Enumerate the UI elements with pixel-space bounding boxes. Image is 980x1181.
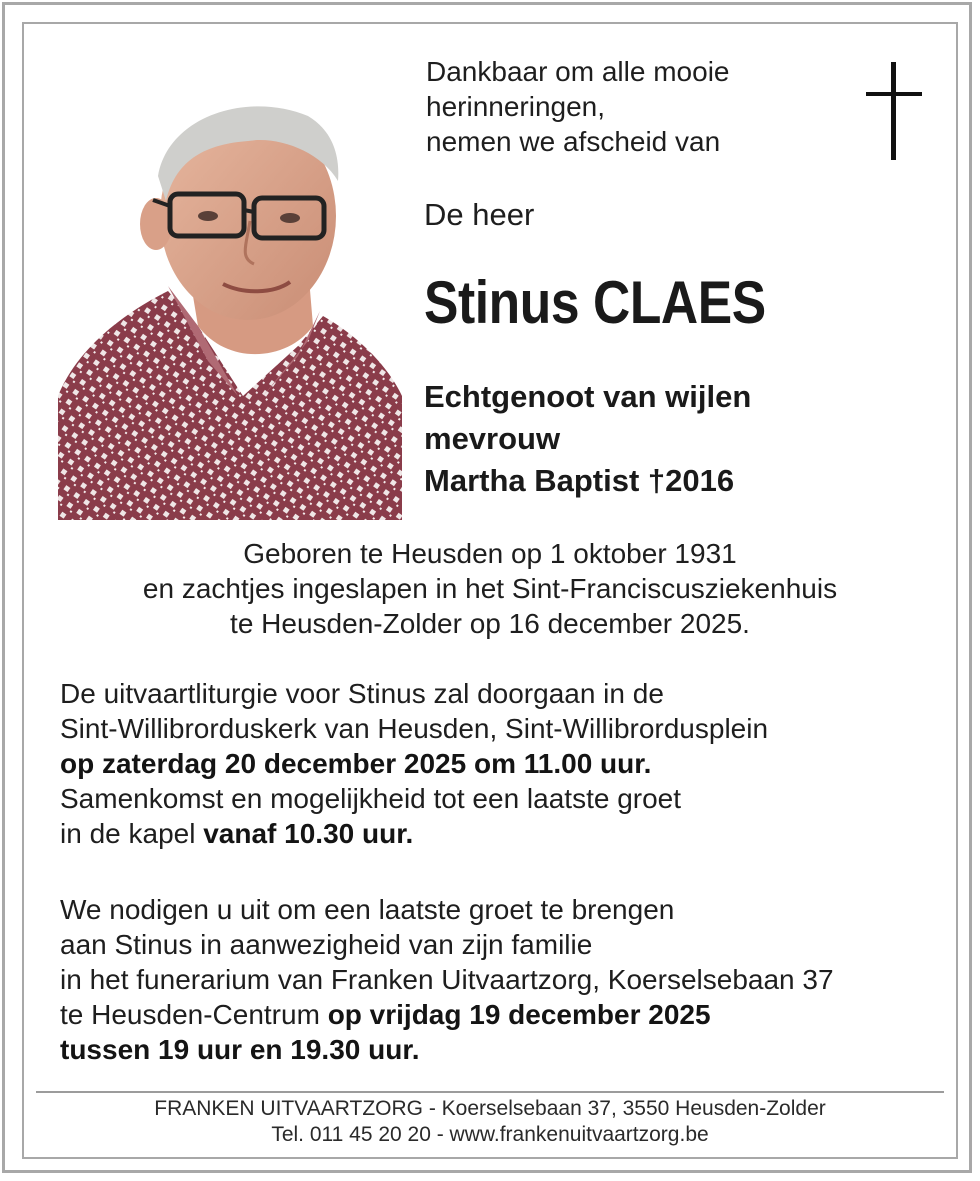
liturgy-time: vanaf 10.30 uur.: [203, 818, 414, 849]
portrait-photo: [58, 96, 402, 520]
deceased-name: Stinus CLAES: [424, 269, 766, 336]
birth-line: te Heusden-Zolder op 16 december 2025.: [230, 608, 750, 639]
footer: [36, 1096, 944, 1148]
visitation-info: [60, 892, 940, 1067]
birth-line: en zachtjes ingeslapen in het Sint-Franciscusziekenhuis: [142, 573, 838, 604]
spouse-info: [424, 376, 751, 502]
liturgy-line: De uitvaartliturgie voor Stinus zal doorgaan in de: [60, 678, 664, 709]
intro-line: Dankbaar om alle mooie: [426, 56, 730, 87]
intro-line: herinneringen,: [426, 91, 606, 122]
liturgy-line: Sint-Willibrorduskerk van Heusden, Sint-Willibrordusplein: [60, 713, 769, 744]
cross-icon: [866, 62, 924, 160]
birth-line: Geboren te Heusden op 1 oktober 1931: [243, 538, 737, 569]
visit-date: op vrijdag 19 december 2025: [327, 999, 711, 1030]
liturgy-line: Samenkomst en mogelijkheid tot een laatste groet: [60, 783, 682, 814]
footer-address: FRANKEN UITVAARTZORG - Koerselsebaan 37, 3550 Heusden-Zolder: [154, 1097, 826, 1120]
liturgy-date: op zaterdag 20 december 2025 om 11.00 uur.: [60, 748, 652, 779]
footer-divider: [36, 1091, 944, 1093]
visit-line: [60, 997, 940, 1032]
visit-line: aan Stinus in aanwezigheid van zijn familie: [60, 929, 593, 960]
birth-death-info: [40, 536, 940, 641]
liturgy-prefix: in de kapel: [60, 818, 204, 849]
visit-time: tussen 19 uur en 19.30 uur.: [60, 1034, 420, 1065]
footer-contact: Tel. 011 45 20 20 - www.frankenuitvaartzorg.be: [271, 1123, 709, 1146]
salutation: De heer: [424, 197, 535, 232]
visit-prefix: te Heusden-Centrum: [60, 999, 328, 1030]
intro-line: nemen we afscheid van: [426, 126, 721, 157]
spouse-line: Echtgenoot van wijlen: [424, 379, 752, 414]
visit-line: We nodigen u uit om een laatste groet te brengen: [60, 894, 675, 925]
visit-line: in het funerarium van Franken Uitvaartzorg, Koerselsebaan 37: [60, 964, 834, 995]
spouse-line: Martha Baptist †2016: [424, 463, 735, 498]
liturgy-info: [60, 676, 940, 851]
intro-text: [426, 54, 846, 159]
liturgy-line: [60, 816, 940, 851]
spouse-line: mevrouw: [424, 421, 561, 456]
